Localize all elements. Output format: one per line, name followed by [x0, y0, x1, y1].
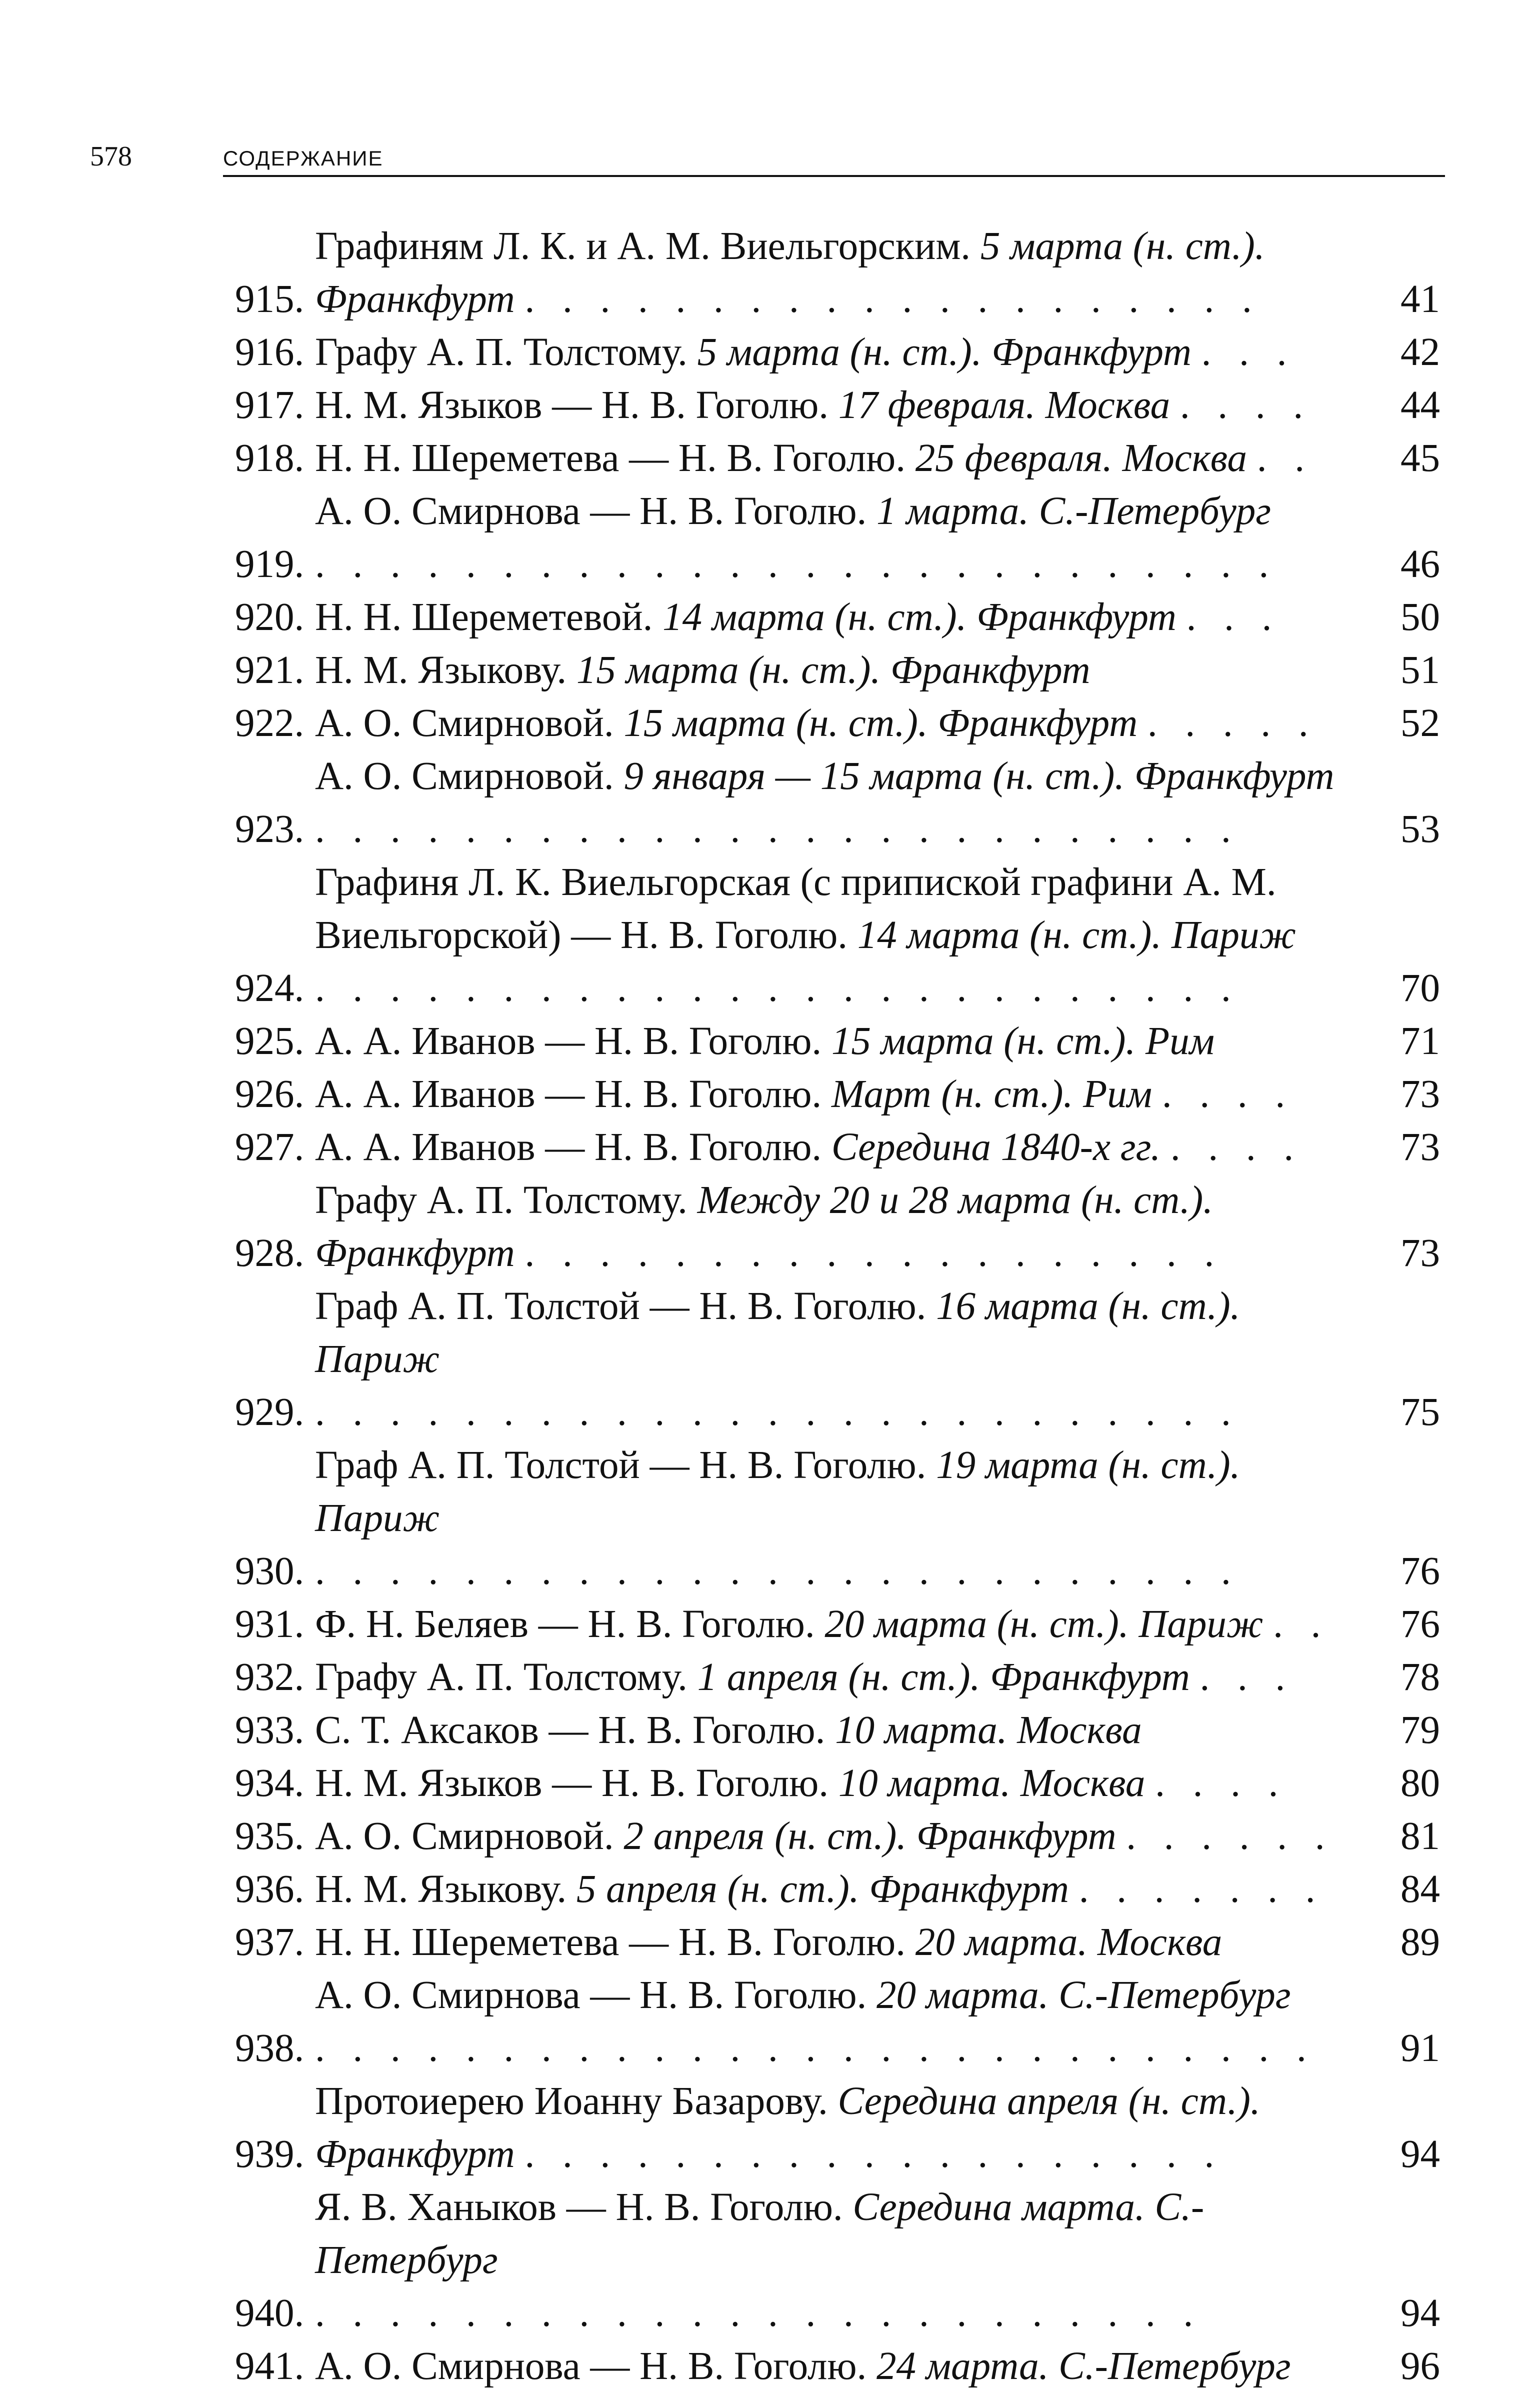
entry-body	[315, 1916, 1355, 1969]
page-header	[90, 134, 1445, 179]
entry-body	[315, 2075, 1355, 2181]
dot-leader: . .	[1256, 436, 1314, 480]
running-title: СОДЕРЖАНИЕ	[223, 146, 384, 170]
entry-title: Ф. Н. Беляев — Н. В. Гоголю.	[315, 1602, 815, 1646]
entry-body	[315, 432, 1355, 485]
entry-page: 76	[1400, 1550, 1440, 1593]
toc-entry-932	[235, 1651, 1440, 1704]
entry-number: 939.	[235, 2132, 304, 2176]
entry-body	[315, 1439, 1355, 1598]
entry-page: 79	[1400, 1708, 1440, 1752]
toc-entry-916	[235, 326, 1440, 379]
entry-body	[315, 1969, 1355, 2075]
entry-title: А. А. Иванов — Н. В. Гоголю.	[315, 1126, 822, 1169]
entry-date-place: 1 апреля (н. ст.). Франкфурт	[697, 1656, 1190, 1699]
entry-date-place: 25 февраля. Москва	[915, 436, 1248, 480]
toc-entry-931	[235, 1598, 1440, 1651]
entry-number: 938.	[235, 2026, 304, 2070]
entry-page: 94	[1400, 2132, 1440, 2176]
entry-title: А. А. Иванов — Н. В. Гоголю.	[315, 1020, 822, 1063]
entry-page: 73	[1400, 1232, 1440, 1275]
dot-leader: . . . . . . .	[1078, 1868, 1324, 1911]
entry-page: 70	[1400, 966, 1440, 1010]
toc-entry-922	[235, 697, 1440, 750]
entry-date-place: 15 марта (н. ст.). Франкфурт	[576, 648, 1090, 692]
entry-date-place: 9 января — 15 марта (н. ст.). Франкфурт	[624, 754, 1334, 798]
entry-body	[315, 856, 1355, 1015]
entry-number: 930.	[235, 1550, 304, 1593]
entry-body	[315, 1757, 1355, 1810]
entry-page: 94	[1400, 2292, 1440, 2335]
entry-number: 936.	[235, 1868, 304, 1911]
entry-date-place: 10 марта. Москва	[835, 1708, 1142, 1752]
entry-date-place: 1 марта. С.-Петербург	[876, 490, 1272, 533]
entry-title: Графу А. П. Толстому.	[315, 1178, 688, 1222]
toc-entry-924	[235, 856, 1440, 1015]
toc-entry-929	[235, 1280, 1440, 1439]
toc-entry-939	[235, 2075, 1440, 2181]
toc-entry-934	[235, 1757, 1440, 1810]
entry-body	[315, 750, 1355, 856]
entry-body	[315, 2340, 1355, 2393]
entry-title: Графу А. П. Толстому.	[315, 330, 688, 374]
entry-number: 915.	[235, 278, 304, 321]
entry-page: 89	[1400, 1920, 1440, 1964]
entry-title: Н. М. Языкову.	[315, 648, 567, 692]
entry-page: 91	[1400, 2026, 1440, 2070]
entry-body	[315, 1704, 1355, 1757]
dot-leader: . . . .	[1170, 1126, 1303, 1169]
entry-title: А. О. Смирновой.	[315, 1814, 614, 1858]
entry-date-place: 20 марта (н. ст.). Париж	[824, 1602, 1264, 1646]
entry-number: 931.	[235, 1602, 304, 1646]
toc-entry-915	[235, 220, 1440, 326]
toc-entry-925	[235, 1015, 1440, 1068]
dot-leader: . . . . . . . . . . . . . . . . . . .	[524, 2132, 1224, 2176]
dot-leader: . . .	[1200, 1656, 1294, 1699]
entry-title: А. А. Иванов — Н. В. Гоголю.	[315, 1072, 822, 1116]
page-number: 578	[90, 141, 132, 172]
entry-date-place: Середина 1840-х гг.	[831, 1126, 1161, 1169]
entry-number: 940.	[235, 2292, 304, 2335]
entry-page: 80	[1400, 1762, 1440, 1805]
toc-entry-919	[235, 485, 1440, 591]
entry-date-place: 19 марта (н. ст.). Париж	[315, 1444, 1240, 1540]
entry-date-place: Март (н. ст.). Рим	[831, 1072, 1152, 1116]
entry-body	[315, 1280, 1355, 1439]
entry-number: 941.	[235, 2344, 304, 2388]
dot-leader: . . . .	[1180, 384, 1312, 427]
entry-page: 84	[1400, 1868, 1440, 1911]
toc-entry-928	[235, 1174, 1440, 1280]
entry-page: 78	[1400, 1656, 1440, 1699]
entry-date-place: 17 февраля. Москва	[838, 384, 1170, 427]
entry-number: 917.	[235, 384, 304, 427]
entry-title: А. О. Смирновой.	[315, 702, 614, 745]
entry-title: Н. Н. Шереметевой.	[315, 596, 653, 639]
entry-number: 924.	[235, 966, 304, 1010]
entry-title: Н. Н. Шереметева — Н. В. Гоголю.	[315, 1920, 906, 1964]
entry-date-place: 2 апреля (н. ст.). Франкфурт	[624, 1814, 1116, 1858]
toc-entry-940	[235, 2181, 1440, 2340]
entry-date-place: 5 марта (н. ст.). Франкфурт	[315, 224, 1265, 321]
toc-entry-923	[235, 750, 1440, 856]
dot-leader: . . . . . . . . . . . . . . . . . . . . . . . . .	[315, 1550, 1240, 1593]
entry-title: Графиня Л. К. Виельгорская (с припиской графини А. М. Виельгорской) — Н. В. Гоголю.	[315, 860, 1276, 957]
entry-title: Граф А. П. Толстой — Н. В. Гоголю.	[315, 1284, 926, 1328]
entry-body	[315, 326, 1355, 379]
entry-title: Н. Н. Шереметева — Н. В. Гоголю.	[315, 436, 906, 480]
dot-leader: . . . . . . . . . . . . . . . . . . . . . . . . . .	[315, 542, 1278, 586]
entry-title: Протоиерею Иоанну Базарову.	[315, 2080, 828, 2123]
entry-page: 52	[1400, 702, 1440, 745]
toc-entry-920	[235, 591, 1440, 644]
toc-entry-941	[235, 2340, 1440, 2393]
entry-date-place: Середина марта. С.-Петербург	[315, 2186, 1204, 2282]
entry-body	[315, 1121, 1355, 1174]
dot-leader: . . . . . . . . . . . . . . . . . . . .	[524, 278, 1261, 321]
entry-number: 920.	[235, 596, 304, 639]
entry-number: 922.	[235, 702, 304, 745]
entry-title: Н. М. Языков — Н. В. Гоголю.	[315, 1762, 828, 1805]
dot-leader: . . .	[1201, 330, 1296, 374]
entry-number: 925.	[235, 1020, 304, 1063]
entry-number: 927.	[235, 1126, 304, 1169]
entry-page: 73	[1400, 1126, 1440, 1169]
entry-page: 45	[1400, 436, 1440, 480]
entry-date-place: 20 марта. Москва	[915, 1920, 1222, 1964]
toc-entry-917	[235, 379, 1440, 432]
toc-entry-937	[235, 1916, 1440, 1969]
entry-title: Н. М. Языков — Н. В. Гоголю.	[315, 384, 828, 427]
entry-number: 935.	[235, 1814, 304, 1858]
entry-body	[315, 2181, 1355, 2340]
entry-page: 96	[1400, 2344, 1440, 2388]
dot-leader: . .	[1273, 1602, 1330, 1646]
entry-number: 928.	[235, 1232, 304, 1275]
entry-title: Граф А. П. Толстой — Н. В. Гоголю.	[315, 1444, 926, 1487]
toc-entry-933	[235, 1704, 1440, 1757]
entry-body	[315, 644, 1355, 697]
entry-page: 50	[1400, 596, 1440, 639]
entry-page: 44	[1400, 384, 1440, 427]
entry-body	[315, 220, 1355, 326]
table-of-contents	[235, 220, 1440, 2393]
dot-leader: . . . . . . . . . . . . . . . . . . . . . . . .	[315, 2292, 1202, 2335]
entry-page: 42	[1400, 330, 1440, 374]
entry-title: Я. В. Ханыков — Н. В. Гоголю.	[315, 2186, 843, 2229]
toc-entry-926	[235, 1068, 1440, 1121]
header-rule	[223, 175, 1445, 177]
entry-number: 932.	[235, 1656, 304, 1699]
dot-leader: . . . . . .	[1126, 1814, 1334, 1858]
entry-page: 73	[1400, 1072, 1440, 1116]
entry-body	[315, 1863, 1355, 1916]
dot-leader: . . . . . . . . . . . . . . . . . . . . . . . . . . .	[315, 2026, 1316, 2070]
entry-number: 934.	[235, 1762, 304, 1805]
dot-leader: . . . . . . . . . . . . . . . . . . .	[524, 1232, 1224, 1275]
entry-date-place: 24 марта. С.-Петербург	[876, 2344, 1291, 2388]
toc-entry-938	[235, 1969, 1440, 2075]
toc-entry-921	[235, 644, 1440, 697]
entry-date-place: 14 марта (н. ст.). Франкфурт	[662, 596, 1176, 639]
entry-page: 51	[1400, 648, 1440, 692]
toc-entry-930	[235, 1439, 1440, 1598]
entry-date-place: 15 марта (н. ст.). Рим	[831, 1020, 1215, 1063]
dot-leader: . . . . . . . . . . . . . . . . . . . . . . . . .	[315, 1390, 1240, 1434]
entry-page: 46	[1400, 542, 1440, 586]
toc-entry-936	[235, 1863, 1440, 1916]
entry-number: 933.	[235, 1708, 304, 1752]
entry-body	[315, 1810, 1355, 1863]
entry-body	[315, 379, 1355, 432]
entry-number: 916.	[235, 330, 304, 374]
entry-body	[315, 697, 1355, 750]
entry-body	[315, 591, 1355, 644]
dot-leader: . . . . . . . . . . . . . . . . . . . . . . . . .	[315, 966, 1240, 1010]
entry-title: А. О. Смирновой.	[315, 754, 614, 798]
entry-title: А. О. Смирнова — Н. В. Гоголю.	[315, 490, 867, 533]
entry-body	[315, 1598, 1355, 1651]
dot-leader: . . . . . . . . . . . . . . . . . . . . . . . . .	[315, 808, 1240, 851]
entry-page: 41	[1400, 278, 1440, 321]
entry-title: Графу А. П. Толстому.	[315, 1656, 688, 1699]
entry-date-place: Середина апреля (н. ст.). Франкфурт	[315, 2080, 1260, 2176]
entry-number: 923.	[235, 808, 304, 851]
entry-page: 76	[1400, 1602, 1440, 1646]
entry-date-place: 5 апреля (н. ст.). Франкфурт	[576, 1868, 1069, 1911]
entry-page: 81	[1400, 1814, 1440, 1858]
entry-date-place: 20 марта. С.-Петербург	[876, 1974, 1291, 2017]
entry-page: 53	[1400, 808, 1440, 851]
entry-title: Графиням Л. К. и А. М. Виельгорским.	[315, 224, 971, 268]
entry-title: А. О. Смирнова — Н. В. Гоголю.	[315, 2344, 867, 2388]
entry-number: 918.	[235, 436, 304, 480]
entry-date-place: 14 марта (н. ст.). Париж	[857, 914, 1296, 957]
entry-date-place: 15 марта (н. ст.). Франкфурт	[624, 702, 1138, 745]
entry-body	[315, 1015, 1355, 1068]
entry-body	[315, 1068, 1355, 1121]
entry-date-place: 16 марта (н. ст.). Париж	[315, 1284, 1240, 1381]
toc-entry-918	[235, 432, 1440, 485]
dot-leader: . . . .	[1162, 1072, 1294, 1116]
entry-number: 929.	[235, 1390, 304, 1434]
entry-body	[315, 1651, 1355, 1704]
entry-number: 926.	[235, 1072, 304, 1116]
entry-number: 919.	[235, 542, 304, 586]
entry-number: 921.	[235, 648, 304, 692]
entry-body	[315, 485, 1355, 591]
entry-title: А. О. Смирнова — Н. В. Гоголю.	[315, 1974, 867, 2017]
entry-title: Н. М. Языкову.	[315, 1868, 567, 1911]
entry-number: 937.	[235, 1920, 304, 1964]
entry-title: С. Т. Аксаков — Н. В. Гоголю.	[315, 1708, 826, 1752]
entry-page: 71	[1400, 1020, 1440, 1063]
entry-page: 75	[1400, 1390, 1440, 1434]
toc-entry-935	[235, 1810, 1440, 1863]
dot-leader: . . . . .	[1147, 702, 1318, 745]
entry-date-place: Между 20 и 28 марта (н. ст.). Франкфурт	[315, 1178, 1213, 1275]
entry-date-place: 5 марта (н. ст.). Франкфурт	[697, 330, 1192, 374]
entry-body	[315, 1174, 1355, 1280]
dot-leader: . . .	[1186, 596, 1281, 639]
toc-entry-927	[235, 1121, 1440, 1174]
entry-date-place: 10 марта. Москва	[838, 1762, 1146, 1805]
dot-leader: . . . .	[1155, 1762, 1288, 1805]
